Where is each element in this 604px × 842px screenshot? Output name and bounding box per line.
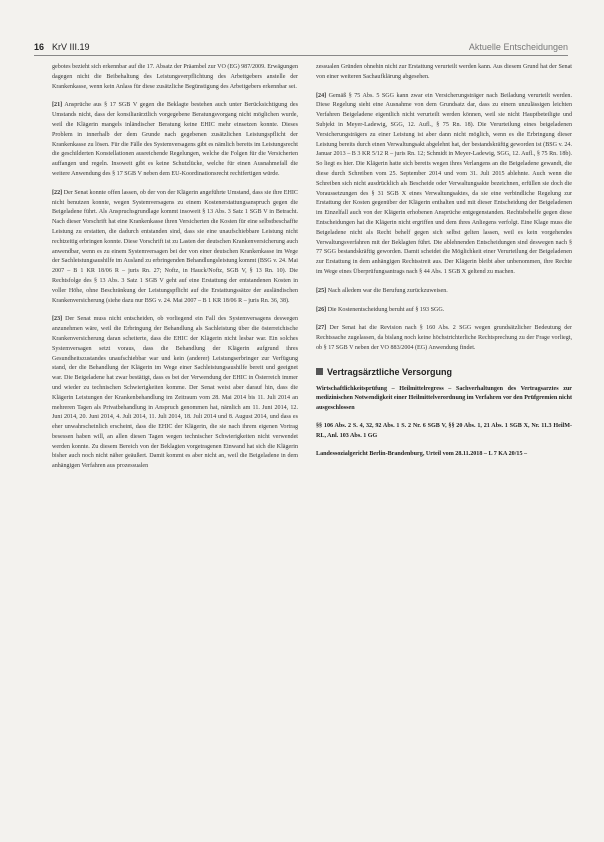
- paragraph: [316, 306, 572, 316]
- header-rule: [34, 55, 568, 56]
- paragraph-text: Ansprüche aus § 17 SGB V gegen die Beklagte bestehen auch unter Berücksichtigung des Umstands nicht, dass der konsiliarärztlich vorgegebene Beratungsvorgang nicht möglichen wurde, weil die Klägerin mangels inländischer Beratung keine EHIC mehr einsetzen konnte. Dieses Problem in innerhalb der dem Grunde nach gegebenen zusätzlichen Leistungspflicht der Krankenkasse zu lösen. Für die Fälle des Systemversagens gibt es nämlich bereits im Leistungsrecht die geschilderten Konstellationen ausreichende Regelungen, welche die Folgen für die Versicherten auffangen und regeln. Insoweit gibt es keine Schutzlücke, welche für einen Ausnahmefall die weitere Anwendung des § 17 SGB V neben dem EU-Koordinationsrecht rechtfertigen würde.: [52, 102, 299, 177]
- paragraph-number: [25]: [316, 287, 327, 294]
- section-heading-text: Vertragsärztliche Versorgung: [327, 366, 453, 377]
- paragraph-text: Nach alledem war die Berufung zurückzuweisen.: [327, 287, 448, 294]
- paragraph-text: Der Senat hat die Revision nach § 160 Abs. 2 SGG wegen grundsätzlicher Bedeutung der Rechtssache zugelassen, da bislang noch keine höchstrichterliche Rechtsprechung zu der Frage vorliegt, ob § 17 SGB V neben der VO 883/2004 (EG) Anwendung findet.: [316, 325, 573, 351]
- paragraph-number: [23]: [52, 316, 63, 323]
- right-column: [316, 63, 572, 459]
- paragraph-number: [22]: [52, 189, 63, 196]
- paragraph-text: Gemäß § 75 Abs. 5 SGG kann zwar ein Versicherungsträger nach Beiladung verurteilt werden. Diese Regelung sieht eine Ausnahme von dem Grundsatz dar, dass zu einem unzulässigen leichten Verfahren Beigeladene eigentlich nicht verurteilt werden können, weil sie nicht Hauptbeteiligte und Subjekt in Meyer-Ladewig, SGG, 12. Aufl., § 75 Rn. 18). Die Verurteilung eines beigeladenen Versicherungsträgers zu einer Leistung ist aber dann nicht möglich, wenn es die Erbringung dieser Leistung bereits durch einen Verwaltungsakt abgelehnt hat, der bestandskräftig geworden ist (BSG v. 24. Januar 2013 – B 3 KR 5/12 R – juris Rn. 12; Schmidt in Meyer-Ladewig, SGG, 12. Aufl., § 75 Rn. 18b). So liegt es hier. Die Klägerin hatte sich bereits wegen ihres Verlangens an die Beigeladene gewandt, die diese durch Schreiben vom 25. September 2014 und vom 31. Juli 2015 ablehnte. Auch wenn die Schreiben sich nicht ausdrücklich als Bescheide oder Verwaltungsakte bezeichnen, erfüllen sie doch die Voraussetzungen des § 31 SGB X eines Verwaltungsaktes, da sie eine verbindliche Regelung zur Erstattung der Kosten gegenüber der Klägerin enthalten und mit dieser Entscheidung der Beigeladenen im Einzelfall auch von der Klägerin erhobenen Ansprüche entgegenstanden. Rechtsbehelfe gegen diese Entscheidungen hat die Klägerin nicht ergriffen und dem ihres Anliegens verfolgt. Eine Klage muss die Beigeladene nicht als Recht behelf gegen sich selbst gelten lassen, weil es kein vorgehendes Verwaltungsverfahren mit der Beklagten führt. Die ablehnenden Entscheidungen sind deswegen nach § 77 SGG bestandskräftig geworden. Damit scheidet die Möglichkeit einer Verurteilung der Beigeladenen zur Erstattung in dem anhängigen Rechtsstreit aus. Der Klägerin bleibt aber unbenommen, ihre Rechte im Wege eines Überprüfungsantrags nach § 44 Abs. 1 SGB X geltend zu machen.: [316, 92, 572, 275]
- page-number: 16: [34, 42, 45, 52]
- journal-name: KrV III.19: [52, 42, 90, 52]
- paragraph: [52, 189, 298, 307]
- paragraph-number: [26]: [316, 306, 327, 313]
- paragraph-text: Der Senat konnte offen lassen, ob der von der Klägerin angeführte Umstand, dass sie ihre EHIC nicht benutzen konnte, wegen Systemversagens zu einem Kostenerstattungsanspruch gegen die Beigeladene führt. Als Anspruchsgrundlage kommt insoweit § 13 Abs. 3 Satz 1 SGB V in Betracht. Nach dieser Vorschrift hat eine Krankenkasse ihren Versicherten die Kosten für eine selbstbeschaffte Leistung zu erstatten, die dadurch entstanden sind, dass sie eine unaufschiebbare Leistung nicht rechtzeitig erbringen konnte. Diese Vorschrift ist zu Lasten der deutschen Krankenversicherung auch anwendbar, wenn es zu einem Systemversagen bei der von einer deutschen Krankenkasse im Wege der Sachleistungsaushilfe im Ausland zu erbringenden Behandlungsleistung kommt (BSG v. 24. Mai 2007 – B 1 KR 18/06 R – juris Rn. 27; Noftz, in Hauck/Noftz, SGB V, § 13 Rn. 10). Die Rechtsfolge des § 13 Abs. 3 Satz 1 SGB V geht auf eine Erstattung der entstandenen Kosten in voller Höhe, ohne Beschränkung der Leistungspflicht auf die Erstattungssätze der ausländischen Krankenversicherung (siehe dazu nur BSG v. 24. Mai 2007 – B 1 KR 18/06 R – juris Rn. 36, 38).: [52, 189, 298, 304]
- case-summary: Wirtschaftlichkeitsprüfung – Heilmittelregress – Sachverhaltungen des Vertragsarztes zur medizinischen Notwendigkeit einer Heilmittelverordnung im Verfahren vor den Prüfgremien nicht ausgeschlossen: [316, 385, 572, 412]
- section-heading: [316, 368, 572, 378]
- left-column: [52, 63, 298, 481]
- court-reference: Landessozialgericht Berlin-Brandenburg, Urteil vom 28.11.2018 – L 7 KA 20/15 –: [316, 450, 528, 457]
- paragraph: [52, 315, 298, 472]
- paragraph: [316, 92, 572, 278]
- paragraph-text: Die Kostenentscheidung beruht auf § 193 SGG.: [327, 306, 445, 313]
- section-title: Aktuelle Entscheidungen: [468, 42, 568, 52]
- paragraph-number: [21]: [52, 102, 63, 109]
- paragraph-text: gebotes bezieht sich erkennbar auf die 17. Absatz der Präambel zur VO (EG) 987/2009. Erwägungen dagegen nicht die Beibehaltung des Leistungsverpflichtung des Arbeitgebers anstelle der Krankenkasse, wenn kein Anlass für diese zusätzliche Begünstigung des Arbeitgebers erkennbar sei.: [52, 64, 298, 90]
- paragraph-number: [27]: [316, 325, 327, 332]
- square-bullet-icon: [316, 368, 323, 375]
- paragraph: [52, 101, 298, 179]
- legal-norms: §§ 106 Abs. 2 S. 4, 32, 92 Abs. 1 S. 2 Nr. 6 SGB V, §§ 20 Abs. 1, 21 Abs. 1 SGB X, Nr. 11.3 HeilM-RL, Anl. 103 Abs. 1 GG: [316, 422, 572, 439]
- paragraph-number: [24]: [316, 92, 327, 99]
- paragraph: [316, 63, 572, 83]
- paragraph-text: zessualen Gründen ohnehin nicht zur Erstattung verurteilt werden kann. Aus diesem Grund hat der Senat von einer weiteren Sachaufklärung abgesehen.: [316, 64, 572, 80]
- paragraph-text: Der Senat muss nicht entscheiden, ob vorliegend ein Fall des Systemversagens deswegen anzunehmen wäre, weil die Erbringung der Behandlung als Sachleistung über die österreichische Krankenversicherung daran scheiterte, dass die EHIC der Klägerin nicht lesbar war. Ein solches Systemversagen setzt voraus, dass die Behandlung der Klägerin aufgrund ihres Gesundheitszustandes unaufschiebbar war und kein (anderer) Leistungserbringer zur Verfügung stand, der die Behandlung der Klägerin im Wege einer Sachleistungsaushilfe bereit und geeignet war. Die Beigeladene hat zwar bestätigt, dass es bei der Verwendung der EHIC in Österreich immer und wieder zu technischen Schwierigkeiten komme. Der Senat weist aber darauf hin, dass die Klägerin Leistungen der Krankenbehandlung im Zeitraum vom 28. Mai 2014 bis 11. Juli 2014 an mehreren Tagen als Privatbehandlung in Anspruch genommen hat, nämlich am 11. Juni 2014, 12. Juni 2014, 20. Juni 2014, 4. Juli 2014, 11. Juli 2014, 18. Juli 2014 und 8. August 2014, und dass es eher unwahrscheinlich erscheint, dass die EHIC der Klägerin, die sie nach ihrem eigenen Vortrag besessen haben will, an allen diesen Tagen wegen technischer Schwierigkeiten nicht verwendet werden konnte. Zu diesem Bereich von der Beklagten vorgetragenen Einwand hat sich die Klägerin bisher auch noch nicht näher geäußert. Damit kommt es aber nicht an, weil die Beigeladene in dem anhängigen Verfahren aus prozessualen: [52, 316, 298, 470]
- paragraph: [316, 287, 572, 297]
- paragraph: [316, 324, 572, 353]
- paragraph: [52, 63, 298, 92]
